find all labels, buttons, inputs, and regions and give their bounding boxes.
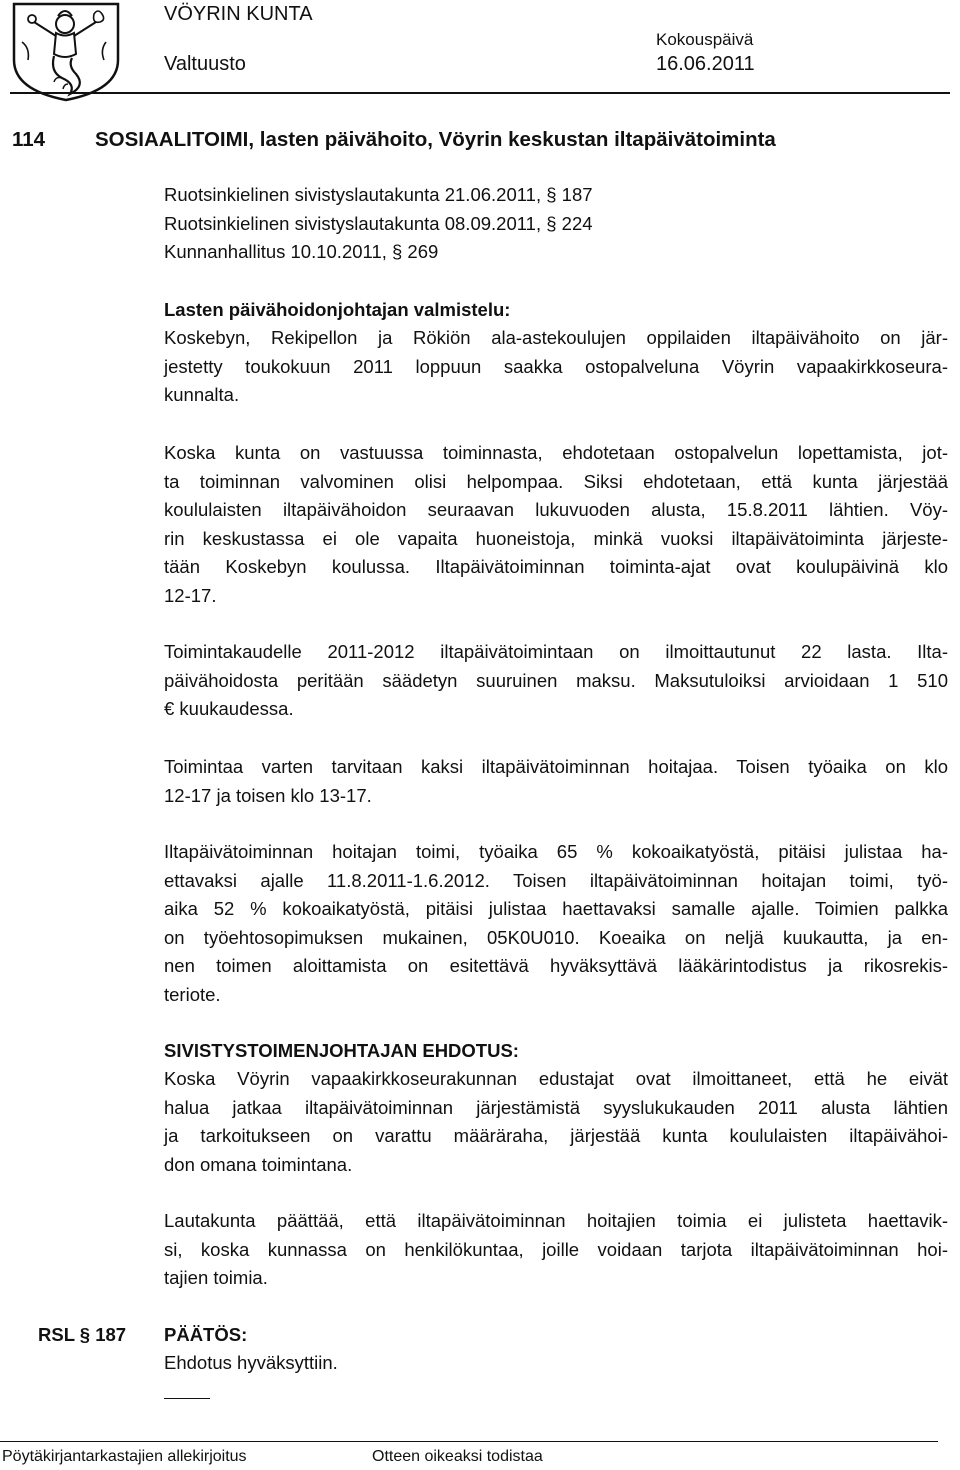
proposal-paragraph-2: Lautakunta päättää, että iltapäivätoiminnan hoitajien toimia ei julisteta haettavik- si, koska kunnassa on henkilökuntaa, joille voidaan tarjota iltapäivätoiminnan hoi- tajien toimia. bbox=[164, 1210, 948, 1288]
preparation-paragraph-5: Iltapäivätoiminnan hoitajan toimi, työaika 65 % kokoaikatyöstä, pitäisi julistaa ha- ettavaksi ajalle 11.8.2011-1.6.2012. Toisen iltapäivätoiminnan hoitajan toimi, työ- aika 52 % kokoaikatyöstä, pitäisi julistaa haettavaksi samalle ajalle. Toimien palkka on työehtosopimuksen mukainen, 05K0U010. Koeaika on neljä kuukautta, ja en- nen toimen aloittamista on esitettävä hyväksyttävä lääkärintodistus ja rikosrekis- teriote. bbox=[164, 841, 948, 1005]
history-item: Kunnanhallitus 10.10.2011, § 269 bbox=[164, 241, 439, 262]
section-title-text: SOSIAALITOIMI, lasten päivähoito, Vöyrin keskustan iltapäivätoiminta bbox=[95, 128, 776, 151]
decision-heading: PÄÄTÖS: bbox=[164, 1324, 248, 1345]
history-item: Ruotsinkielinen sivistyslautakunta 08.09.2011, § 224 bbox=[164, 212, 593, 234]
preparation-paragraph-4: Toimintaa varten tarvitaan kaksi iltapäivätoiminnan hoitajaa. Toisen työaika on klo 12-17 ja toisen klo 13-17. bbox=[164, 756, 948, 806]
proposal-heading: SIVISTYSTOIMENJOHTAJAN EHDOTUS: bbox=[164, 1040, 519, 1061]
short-divider bbox=[164, 1398, 210, 1399]
preparation-paragraph-1: Koskebyn, Rekipellon ja Rökiön ala-astekoulujen oppilaiden iltapäivähoito on jär- jestetty toukokuun 2011 loppuun saakka ostopalveluna Vöyrin vapaakirkkoseura- kunnalta. bbox=[164, 327, 948, 405]
section-number: 114 bbox=[12, 128, 46, 151]
footer-certification-label: Otteen oikeaksi todistaa bbox=[372, 1448, 543, 1465]
decision-text: Ehdotus hyväksyttiin. bbox=[164, 1352, 338, 1373]
header-divider bbox=[10, 92, 950, 94]
proposal-paragraph-1: Koska Vöyrin vapaakirkkoseurakunnan edustajat ovat ilmoittaneet, että he eivät halua jatkaa iltapäivätoiminnan järjestämistä syyslukukauden 2011 alusta lähtien ja tarkoitukseen on varattu määräraha, järjestää kunta koululaisten iltapäivähoi- don omana toimintana. bbox=[164, 1068, 948, 1175]
section-title bbox=[12, 127, 942, 153]
preparation-paragraph-2: Koska kunta on vastuussa toiminnasta, ehdotetaan ostopalvelun lopettamista, jot- ta toiminnan valvominen olisi helpompaa. Siksi ehdotetaan, että kunta järjestää koululaisten iltapäivähoidon seuraavan lukuvuoden alusta, 15.8.2011 lähtien. Vöy- rin keskustassa ei ole vapaita huoneistoja, minkä vuoksi iltapäivätoiminta järjeste- tään Koskebyn koulussa. Iltapäivätoiminnan toiminta-ajat ovat koulupäivinä klo 12-17. bbox=[164, 442, 948, 606]
municipality-name: VÖYRIN KUNTA bbox=[164, 3, 313, 25]
handling-history bbox=[164, 181, 948, 267]
organ-name: Valtuusto bbox=[164, 53, 246, 75]
coat-of-arms-icon bbox=[10, 2, 122, 102]
history-item: Ruotsinkielinen sivistyslautakunta 21.06.2011, § 187 bbox=[164, 184, 593, 205]
meeting-date-label: Kokouspäivä bbox=[656, 30, 754, 49]
footer-signature-label: Pöytäkirjantarkastajien allekirjoitus bbox=[2, 1448, 247, 1465]
preparation-heading: Lasten päivähoidonjohtajan valmistelu: bbox=[164, 299, 511, 320]
preparation-paragraph-3: Toimintakaudelle 2011-2012 iltapäivätoimintaan on ilmoittautunut 22 lasta. Ilta- päivähoidosta peritään säädetyn suuruinen maksu. Maksutuloiksi arvioidaan 1 510 € kuukaudessa. bbox=[164, 641, 948, 719]
decision-reference: RSL § 187 bbox=[38, 1324, 127, 1345]
footer-divider bbox=[0, 1441, 938, 1442]
meeting-date: 16.06.2011 bbox=[656, 53, 755, 75]
